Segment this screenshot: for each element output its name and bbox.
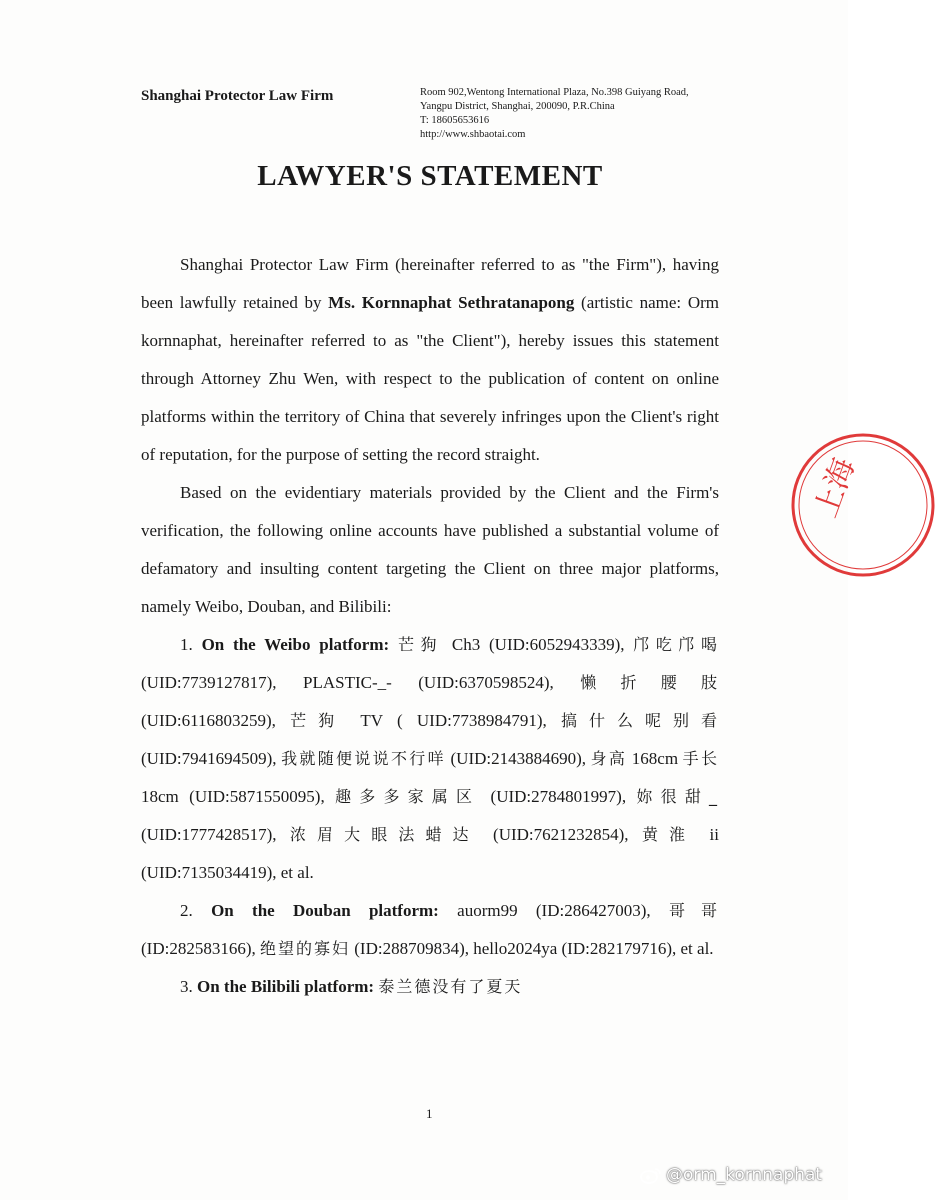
account-id: (UID:7739127817), PLASTIC-_- (UID:6370598524), [141,673,581,692]
account-name: 身高 [590,749,628,768]
firm-address [420,86,750,142]
account-name: 趣多多家属区 [335,787,481,806]
account-name: 芒狗 [397,635,444,654]
account-name: 搞什么呢别看 [561,711,719,730]
account-id: (UID:6116803259), [141,711,291,730]
account-name: 泰兰德没有了夏天 [378,977,523,996]
seal-text: 上海 [808,453,863,523]
account-id: (ID:282583166), [141,939,260,958]
list-item-number: 3. [180,977,197,996]
paragraph-evidence: Based on the evidentiary materials provided by the Client and the Firm's verification, the following online accounts have published a substantial volume of defamatory and insulting content targeting the Client on three major platforms, namely Weibo, Douban, and Bilibili: [141,483,719,616]
account-id: TV ( UID:7738984791), [346,711,561,730]
paragraph-retention-part-a: Shanghai Protector Law Firm (hereinafter referred to as "the Firm"), having been lawfully retained by [141,255,719,312]
list-item-number: 1. [180,635,202,654]
weibo-watermark [640,1165,822,1185]
paragraph-retention-part-b: (artistic name: Orm kornnaphat, hereinafter referred to as "the Client"), hereby issues this statement through Attorney Zhu Wen, with respect to the publication of content on online platforms within the territory of China that severely infringes upon the Client's right of reputation, for the purpose of setting the record straight. [141,293,719,464]
list-item-bilibili [141,968,719,1006]
statement-body [141,246,719,1006]
account-name: 妳很甜_ [636,787,720,806]
list-item-label: On the Douban platform: [211,901,439,920]
bilibili-accounts [378,977,522,996]
account-name: 黄淮 [641,825,697,844]
account-id: auorm99 (ID:286427003), [438,901,669,920]
weibo-accounts [141,635,719,882]
firm-name: Shanghai Protector Law Firm [141,88,334,104]
account-id: (UID:2784801997), [480,787,637,806]
list-item-number: 2. [180,901,212,920]
account-name: 我就随便说说不行咩 [281,749,446,768]
weibo-logo-icon [640,1166,662,1184]
page-number: 1 [426,1106,433,1121]
list-item-douban [141,892,719,968]
document-title: LAWYER'S STATEMENT [257,160,603,192]
list-item-label: On the Weibo platform: [201,635,390,654]
account-name: 邝吃邝喝 [633,635,719,654]
client-name: Ms. Kornnaphat Sethratanapong [328,293,575,312]
account-id: 18cm (UID:5871550095), [141,787,336,806]
official-seal-icon [788,430,938,580]
list-item-label: On the Bilibili platform: [197,977,375,996]
address-line-1: Room 902,Wentong International Plaza, No.398 Guiyang Road, [420,87,689,98]
account-name: 懒折腰肢 [580,673,719,692]
account-id: (UID:7621232854), [479,825,642,844]
account-id: ii (UID:7135034419), et al. [141,825,719,882]
account-id: (ID:288709834), hello2024ya (ID:282179716), et al. [350,939,714,958]
firm-website: http://www.shbaotai.com [420,129,526,140]
account-id: (UID:2143884690), [445,749,591,768]
account-id: (UID:7941694509), [141,749,282,768]
account-name: 绝望的寡妇 [259,939,350,958]
account-name: 哥哥 [668,901,719,920]
address-line-2: Yangpu District, Shanghai, 200090, P.R.China [420,101,615,112]
watermark-handle: @orm_kornnaphat [666,1165,823,1185]
firm-phone: T: 18605653616 [420,115,490,126]
account-id: 168cm [627,749,683,768]
account-id: (UID:1777428517), [141,825,290,844]
account-name: 浓眉大眼法蜡达 [289,825,480,844]
paragraph-retention [141,246,719,474]
account-name: 芒狗 [290,711,347,730]
list-item-weibo [141,626,719,892]
account-id: Ch3 (UID:6052943339), [443,635,634,654]
account-name: 手长 [682,749,719,768]
